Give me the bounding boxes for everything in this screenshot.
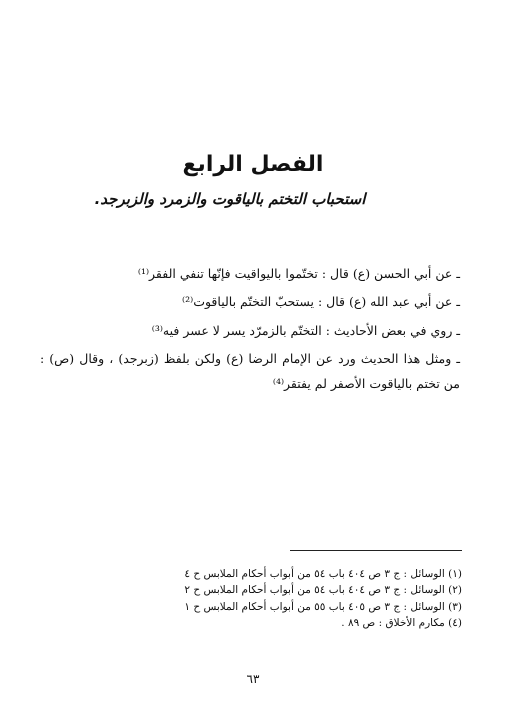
- footnotes: [180, 566, 462, 631]
- body-text: [40, 262, 460, 400]
- footnote: (٤) مكارم الأخلاق : ص ٨٩ .: [341, 616, 462, 629]
- hadith-paragraph: ـ عن أبي عبد الله (ع) قال : يستحبّ التختّم بالياقوت⁽²⁾: [182, 294, 460, 310]
- footnote: (٢) الوسائل : ج ٣ ص ٤٠٤ باب ٥٤ من أبواب أحكام الملابس ح ٢: [184, 584, 462, 597]
- hadith-paragraph: ـ عن أبي الحسن (ع) قال : تختّموا باليواقيت فإنّها تنفي الفقر⁽¹⁾: [137, 266, 460, 281]
- hadith-paragraph: ـ روي في بعض الأحاديث : التختّم بالزمرّد يسر لا عسر فيه⁽³⁾: [151, 322, 460, 338]
- hadith-paragraph: ـ ومثل هذا الحديث ورد عن الإمام الرضا (ع) ولكن بلفظ (زبرجد) ، وقال (ص) : من تختم بالياقوت الأصفر لم يفتقر⁽⁴⁾: [40, 351, 460, 391]
- footnote: (١) الوسائل : ج ٣ ص ٤٠٤ باب ٥٤ من أبواب أحكام الملابس ح ٤: [184, 568, 462, 580]
- chapter-subtitle: استحباب التختم بالياقوت والزمرد والزبرجد.: [94, 190, 366, 208]
- footnote: (٣) الوسائل : ج ٣ ص ٤٠٥ باب ٥٥ من أبواب أحكام الملابس ح ١: [184, 600, 462, 613]
- footnote-separator: [290, 550, 462, 551]
- chapter-title: الفصل الرابع: [182, 152, 324, 177]
- page-number: ٦٣: [246, 672, 260, 686]
